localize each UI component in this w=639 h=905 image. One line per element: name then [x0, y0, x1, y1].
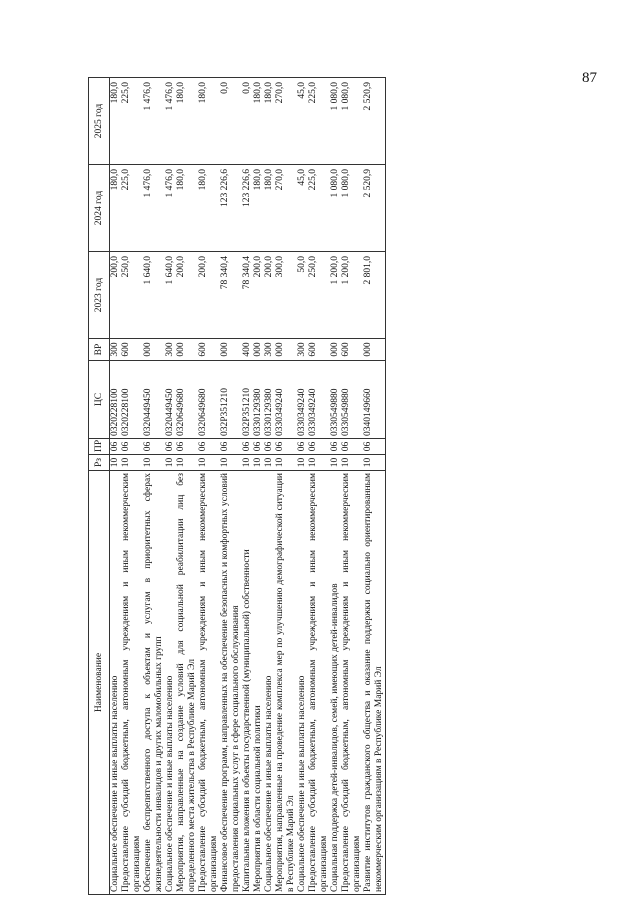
cell-2025: 180,0: [198, 78, 220, 165]
cell-2025: 180,0: [176, 78, 198, 165]
table-row: [143, 78, 165, 895]
cell-2023: 200,0: [198, 252, 220, 339]
cell-cs: 0320449450: [165, 361, 176, 439]
cell-cs: 0330349240: [275, 361, 297, 439]
cell-cs: 0330349240: [297, 361, 308, 439]
cell-rz: 10: [275, 455, 297, 471]
cell-cs: 0320449450: [143, 361, 165, 439]
cell-2023: 200,0: [264, 252, 275, 339]
cell-rz: 10: [165, 455, 176, 471]
cell-2025: 2 520,9: [363, 78, 386, 165]
table-row: [121, 78, 143, 895]
cell-2025: 0,0: [220, 78, 242, 165]
table-row: [198, 78, 220, 895]
cell-name: Социальная поддержка детей-инвалидов, семей, имеющих детей-инвалидов: [330, 471, 341, 895]
cell-2024: 225,0: [308, 165, 330, 252]
cell-2025: 0,0: [242, 78, 253, 165]
cell-pr: 06: [264, 439, 275, 455]
cell-vr: 000: [363, 339, 386, 361]
table-row: [165, 78, 176, 895]
cell-vr: 400: [242, 339, 253, 361]
cell-2024: 180,0: [264, 165, 275, 252]
rotated-sheet: [88, 77, 546, 895]
cell-2023: 250,0: [308, 252, 330, 339]
cell-2024: 270,0: [275, 165, 297, 252]
cell-cs: 0320228100: [121, 361, 143, 439]
cell-vr: 600: [308, 339, 330, 361]
cell-vr: 300: [165, 339, 176, 361]
table-row: [264, 78, 275, 895]
cell-name: Предоставление субсидий бюджетным, автономным учреждениям и иным некоммерческим организациям: [121, 471, 143, 895]
cell-cs: 0330129380: [264, 361, 275, 439]
cell-name: Социальное обеспечение и иные выплаты населению: [165, 471, 176, 895]
cell-pr: 06: [253, 439, 264, 455]
cell-2023: 50,0: [297, 252, 308, 339]
cell-name: Мероприятия, направленные на создание условий для социальной реабилитации лиц без определенного места жительства в Республике Марий Эл: [176, 471, 198, 895]
cell-rz: 10: [121, 455, 143, 471]
table-row: [341, 78, 363, 895]
cell-vr: 600: [341, 339, 363, 361]
table-row: [297, 78, 308, 895]
cell-name: Капитальные вложения в объекты государственной (муниципальной) собственности: [242, 471, 253, 895]
cell-2023: 200,0: [253, 252, 264, 339]
cell-name: Предоставление субсидий бюджетным, автономным учреждениям и иным некоммерческим организациям: [341, 471, 363, 895]
cell-vr: 600: [198, 339, 220, 361]
header-rz: Рз: [89, 455, 110, 471]
table-row: [110, 78, 122, 895]
cell-2025: 180,0: [264, 78, 275, 165]
cell-pr: 06: [242, 439, 253, 455]
cell-pr: 06: [220, 439, 242, 455]
cell-vr: 000: [176, 339, 198, 361]
cell-2024: 225,0: [121, 165, 143, 252]
cell-pr: 06: [110, 439, 122, 455]
cell-2025: 1 476,0: [165, 78, 176, 165]
cell-cs: 032P351210: [220, 361, 242, 439]
cell-2025: 1 476,0: [143, 78, 165, 165]
cell-pr: 06: [341, 439, 363, 455]
cell-2025: 1 080,0: [330, 78, 341, 165]
header-pr: ПР: [89, 439, 110, 455]
cell-2024: 180,0: [198, 165, 220, 252]
cell-2023: 1 200,0: [330, 252, 341, 339]
cell-rz: 10: [176, 455, 198, 471]
cell-rz: 10: [220, 455, 242, 471]
table-row: [220, 78, 242, 895]
table-row: [363, 78, 386, 895]
cell-cs: 0330349240: [308, 361, 330, 439]
cell-2023: 1 200,0: [341, 252, 363, 339]
cell-vr: 000: [143, 339, 165, 361]
cell-cs: 0330549880: [341, 361, 363, 439]
cell-2023: 1 640,0: [143, 252, 165, 339]
cell-2024: 123 226,6: [242, 165, 253, 252]
cell-name: Социальное обеспечение и иные выплаты населению: [297, 471, 308, 895]
cell-2024: 180,0: [176, 165, 198, 252]
cell-vr: 000: [220, 339, 242, 361]
cell-2025: 1 080,0: [341, 78, 363, 165]
cell-pr: 06: [297, 439, 308, 455]
cell-pr: 06: [176, 439, 198, 455]
cell-2024: 180,0: [110, 165, 122, 252]
cell-2024: 180,0: [253, 165, 264, 252]
cell-rz: 10: [308, 455, 330, 471]
cell-cs: 0320649680: [198, 361, 220, 439]
cell-pr: 06: [143, 439, 165, 455]
cell-cs: 0320228100: [110, 361, 122, 439]
cell-name: Социальное обеспечение и иные выплаты населению: [264, 471, 275, 895]
cell-vr: 000: [275, 339, 297, 361]
table-row: [308, 78, 330, 895]
cell-pr: 06: [165, 439, 176, 455]
cell-2025: 225,0: [121, 78, 143, 165]
cell-2023: 78 340,4: [220, 252, 242, 339]
cell-pr: 06: [275, 439, 297, 455]
cell-pr: 06: [308, 439, 330, 455]
cell-name: Предоставление субсидий бюджетным, автономным учреждениям и иным некоммерческим организациям: [198, 471, 220, 895]
cell-name: Развитие институтов гражданского общества и оказание поддержки социально ориентированным некоммерческим организациям в Республике Марий Эл: [363, 471, 386, 895]
cell-rz: 10: [363, 455, 386, 471]
cell-vr: 300: [110, 339, 122, 361]
cell-cs: 0330549880: [330, 361, 341, 439]
cell-rz: 10: [264, 455, 275, 471]
cell-rz: 10: [297, 455, 308, 471]
cell-vr: 600: [121, 339, 143, 361]
header-2025: 2025 год: [89, 78, 110, 165]
cell-2024: 123 226,6: [220, 165, 242, 252]
cell-2024: 1 476,0: [165, 165, 176, 252]
cell-cs: 0320649680: [176, 361, 198, 439]
cell-name: Финансовое обеспечение программ, направленных на обеспечение безопасных и комфортных условий предоставления социальных услуг в сфере социального обслуживания: [220, 471, 242, 895]
header-2024: 2024 год: [89, 165, 110, 252]
cell-rz: 10: [253, 455, 264, 471]
cell-2023: 78 340,4: [242, 252, 253, 339]
cell-2024: 2 520,9: [363, 165, 386, 252]
cell-2024: 1 476,0: [143, 165, 165, 252]
cell-2023: 200,0: [110, 252, 122, 339]
cell-2023: 1 640,0: [165, 252, 176, 339]
page-number: 87: [582, 70, 597, 86]
cell-vr: 000: [253, 339, 264, 361]
header-cs: ЦС: [89, 361, 110, 439]
table-row: [330, 78, 341, 895]
header-vr: ВР: [89, 339, 110, 361]
cell-name: Мероприятия, направленные на проведение комплекса мер по улучшению демографической ситуации в Республике Марий Эл: [275, 471, 297, 895]
header-name: Наименование: [89, 471, 110, 895]
cell-rz: 10: [330, 455, 341, 471]
cell-cs: 0330129380: [253, 361, 264, 439]
cell-vr: 300: [264, 339, 275, 361]
cell-name: Обеспечение беспрепятственного доступа к объектам и услугам в приоритетных сферах жизнедеятельности инвалидов и других маломобильных групп: [143, 471, 165, 895]
cell-2024: 45,0: [297, 165, 308, 252]
cell-name: Мероприятия в области социальной политики: [253, 471, 264, 895]
cell-pr: 06: [121, 439, 143, 455]
cell-2023: 300,0: [275, 252, 297, 339]
cell-name: Предоставление субсидий бюджетным, автономным учреждениям и иным некоммерческим организациям: [308, 471, 330, 895]
cell-2025: 225,0: [308, 78, 330, 165]
header-2023: 2023 год: [89, 252, 110, 339]
cell-rz: 10: [198, 455, 220, 471]
cell-pr: 06: [363, 439, 386, 455]
cell-2023: 2 801,0: [363, 252, 386, 339]
cell-vr: 300: [297, 339, 308, 361]
cell-pr: 06: [198, 439, 220, 455]
header-row: [89, 78, 110, 895]
table-container: [88, 77, 384, 892]
budget-table: [88, 77, 386, 895]
cell-2025: 180,0: [110, 78, 122, 165]
cell-2025: 270,0: [275, 78, 297, 165]
cell-2024: 1 080,0: [330, 165, 341, 252]
cell-pr: 06: [330, 439, 341, 455]
cell-rz: 10: [242, 455, 253, 471]
cell-rz: 10: [341, 455, 363, 471]
cell-2023: 250,0: [121, 252, 143, 339]
cell-2025: 180,0: [253, 78, 264, 165]
table-row: [242, 78, 253, 895]
cell-cs: 032P351210: [242, 361, 253, 439]
cell-rz: 10: [143, 455, 165, 471]
cell-2023: 200,0: [176, 252, 198, 339]
table-row: [275, 78, 297, 895]
cell-rz: 10: [110, 455, 122, 471]
table-row: [253, 78, 264, 895]
cell-cs: 0340149660: [363, 361, 386, 439]
cell-name: Социальное обеспечение и иные выплаты населению: [110, 471, 122, 895]
cell-vr: 000: [330, 339, 341, 361]
cell-2024: 1 080,0: [341, 165, 363, 252]
cell-2025: 45,0: [297, 78, 308, 165]
table-row: [176, 78, 198, 895]
